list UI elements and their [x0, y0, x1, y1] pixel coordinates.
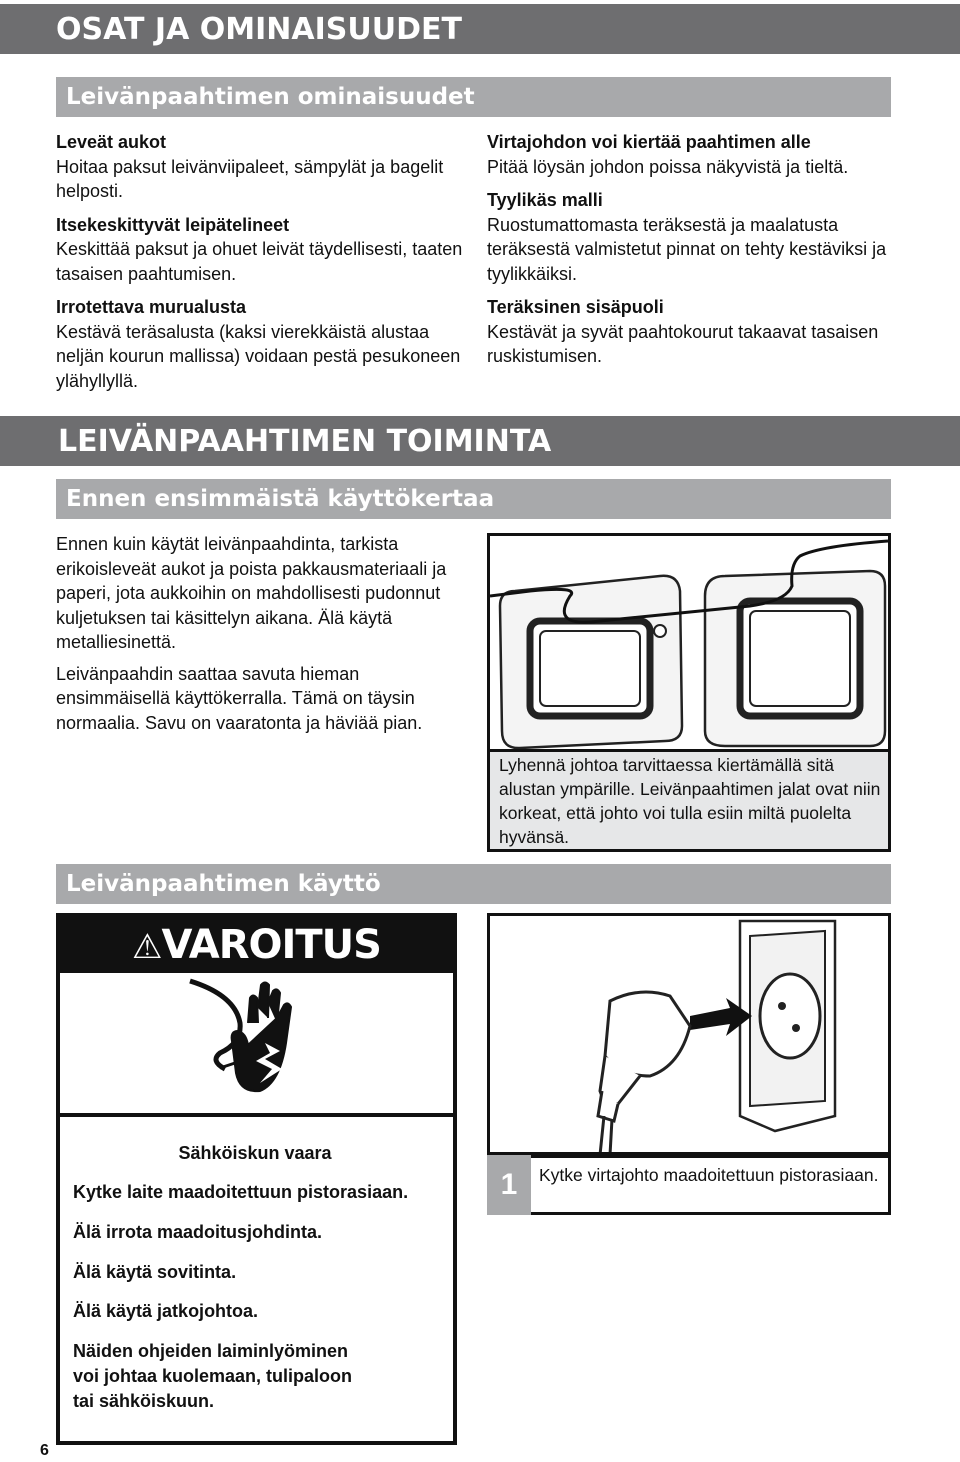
warning-line: Kytke laite maadoitettuun pistorasiaan.	[73, 1182, 409, 1202]
paragraph: Leivänpaahdin saattaa savuta hieman ensimmäisellä käyttökerralla. Tämä on täysin normaalia. Savu on vaaratonta ja häviää pian.	[56, 663, 423, 733]
feature-text: Kestävä teräsalusta (kaksi vierekkäistä alustaa neljän kourun mallissa) voidaan pestä pesukoneen ylähyllyllä.	[56, 321, 461, 391]
subsection-title-before-first-use: Ennen ensimmäistä käyttökertaa	[56, 479, 891, 519]
feature-text: Keskittää paksut ja ohuet leivät täydellisesti, taaten tasaisen paahtumisen.	[56, 239, 463, 284]
feature-item	[56, 295, 471, 393]
feature-title: Tyylikäs malli	[487, 190, 603, 210]
paragraph: Ennen kuin käytät leivänpaahdinta, tarkista erikoisleveät aukot ja poista pakkausmateriaali ja paperi, jota aukkoihin on mahdollisesti pudonnut kuljetuksen tai käsittelyn aikana. Älä käytä metalliesinettä.	[56, 534, 447, 652]
warning-header	[56, 913, 457, 973]
feature-title: Itsekeskittyvät leipätelineet	[56, 214, 290, 235]
section-title-operation: LEIVÄNPAAHTIMEN TOIMINTA	[0, 416, 960, 466]
feature-item	[56, 130, 471, 204]
step-number: 1	[487, 1155, 531, 1215]
plug-socket-icon	[490, 916, 888, 1155]
warning-consequence-line: tai sähköiskuun.	[73, 1391, 215, 1411]
warning-line: Älä käytä sovitinta.	[73, 1262, 237, 1282]
warning-triangle-icon: ⚠	[132, 927, 162, 967]
feature-item	[487, 188, 887, 286]
warning-title: VAROITUS	[161, 922, 381, 968]
features-left-column	[56, 130, 471, 402]
electric-shock-hand-icon	[60, 973, 453, 1113]
feature-title: Virtajohdon voi kiertää paahtimen alle	[487, 132, 811, 152]
warning-consequence-line: Näiden ohjeiden laiminlyöminen	[73, 1341, 349, 1361]
plug-socket-illustration	[487, 913, 891, 1155]
features-right-column	[487, 130, 887, 378]
toaster-underside-illustration	[487, 533, 891, 752]
warning-consequence-line: voi johtaa kuolemaan, tulipaloon	[73, 1366, 353, 1386]
feature-item	[487, 130, 887, 179]
feature-item	[56, 213, 471, 287]
warning-line: Älä käytä jatkojohtoa.	[73, 1301, 259, 1321]
feature-text: Kestävät ja syvät paahtokourut takaavat tasaisen ruskistumisen.	[487, 321, 879, 366]
subsection-title-features: Leivänpaahtimen ominaisuudet	[56, 77, 891, 117]
feature-text: Pitää löysän johdon poissa näkyvistä ja tieltä.	[487, 156, 849, 177]
feature-title: Leveät aukot	[56, 132, 167, 152]
subsection-title-using-toaster: Leivänpaahtimen käyttö	[56, 864, 891, 904]
feature-title: Irrotettava murualusta	[56, 297, 247, 317]
warning-line: Älä irrota maadoitusjohdinta.	[73, 1222, 323, 1242]
cord-storage-caption: Lyhennä johtoa tarvittaessa kiertämällä sitä alustan ympärille. Leivänpaahtimen jalat ovat niin korkeat, että johto voi tulla esiin miltä puolelta hyvänsä.	[487, 752, 891, 852]
warning-heading: Sähköiskun vaara	[178, 1143, 332, 1163]
section-title-parts: OSAT JA OMINAISUUDET	[0, 4, 960, 54]
step-text: Kytke virtajohto maadoitettuun pistorasiaan.	[531, 1155, 891, 1215]
shock-hazard-illustration	[60, 973, 453, 1113]
toaster-cord-icon	[490, 536, 888, 749]
feature-item	[487, 295, 887, 369]
before-use-text	[56, 532, 471, 742]
feature-title: Teräksinen sisäpuoli	[487, 297, 664, 317]
feature-text: Hoitaa paksut leivänviipaleet, sämpylät ja bagelit helposti.	[56, 156, 444, 201]
page-number: 6	[40, 1442, 49, 1459]
feature-text: Ruostumattomasta teräksestä ja maalatusta teräksestä valmistetut pinnat on tehty kestäviksi ja tyylikkäiksi.	[487, 214, 887, 284]
